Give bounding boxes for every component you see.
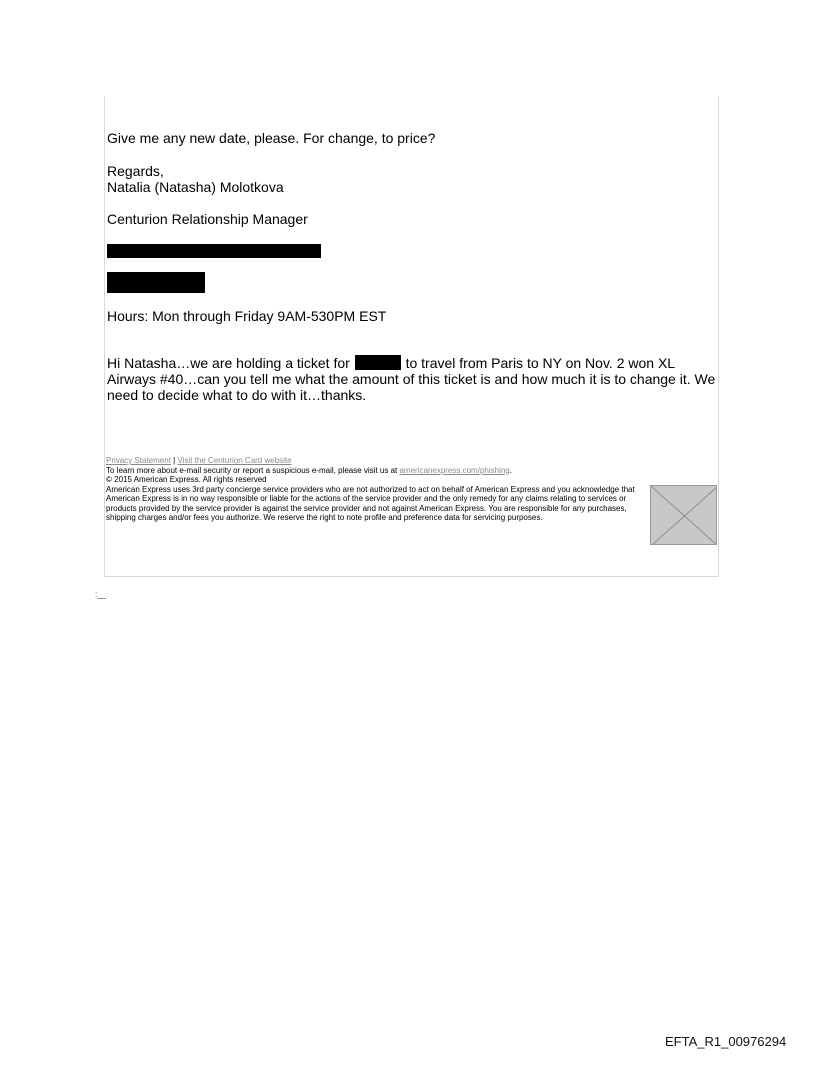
- email-line-date-question: Give me any new date, please. For change, to price?: [107, 130, 436, 146]
- security-period: .: [509, 465, 512, 475]
- signature-regards: Regards,: [107, 163, 164, 179]
- footer-separator: |: [173, 456, 176, 465]
- email-footer: [106, 456, 651, 523]
- bates-number: EFTA_R1_00976294: [665, 1034, 787, 1049]
- signature-role: Centurion Relationship Manager: [107, 211, 308, 227]
- privacy-statement-link[interactable]: Privacy Statement: [106, 456, 171, 465]
- email-message: [107, 355, 719, 403]
- redaction-bar-email: [107, 244, 321, 258]
- copyright-text: © 2015 American Express. All rights reserved: [106, 475, 267, 484]
- signature-hours: Hours: Mon through Friday 9AM-530PM EST: [107, 308, 387, 324]
- message-text-part2: to travel from Paris to NY on Nov. 2 won XL Airways #40…can you tell me what the amount of this ticket is and how much it is to change it. We need to decide what to do with it…thanks.: [107, 355, 716, 403]
- disclaimer-text: American Express uses 3rd party concierge service providers who are not authorized to act on behalf of American Express and you acknowledge that American Express is in no way responsible or liable for the actions of the service provider and the only remedy for any claims relating to services or products provided by the service provider is against the service provider and not against American Express. You are responsible for any purchases, shipping charges and/or fees you authorize. We reserve the right to note profile and preference data for servicing purposes.: [106, 484, 635, 522]
- redaction-bar-name: [355, 355, 401, 370]
- phishing-link[interactable]: americanexpress.com/phishing: [399, 465, 510, 475]
- centurion-card-link[interactable]: Visit the Centurion Card website: [177, 456, 292, 465]
- security-text: To learn more about e-mail security or report a suspicious e-mail, please visit us at: [106, 465, 398, 475]
- stray-mark: :__: [95, 590, 107, 599]
- message-text-part1: Hi Natasha…we are holding a ticket for: [107, 355, 350, 371]
- redaction-bar-phone: [107, 272, 205, 293]
- signature-name: Natalia (Natasha) Molotkova: [107, 179, 284, 195]
- broken-image-icon: [650, 485, 717, 545]
